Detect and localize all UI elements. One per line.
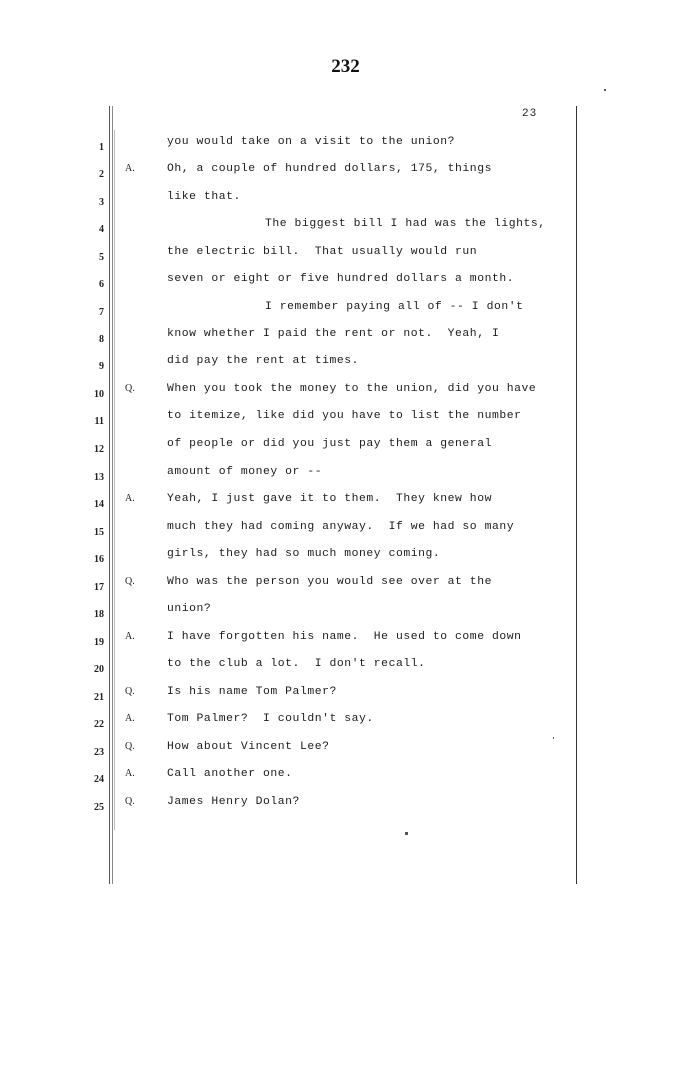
line-number: 10 <box>94 389 104 400</box>
line-number: 7 <box>99 307 104 318</box>
line-text: Who was the person you would see over at the <box>167 576 492 588</box>
line-number: 12 <box>94 444 104 455</box>
transcript-line <box>0 383 691 403</box>
line-text: know whether I paid the rent or not. Yeah, I <box>167 328 500 340</box>
transcript-line <box>0 328 691 348</box>
line-text: much they had coming anyway. If we had so many <box>167 521 515 533</box>
scan-speck <box>553 737 554 739</box>
speaker-label: A. <box>125 163 135 174</box>
line-number: 16 <box>94 554 104 565</box>
line-text: amount of money or -- <box>167 466 323 478</box>
transcript-line <box>0 521 691 541</box>
transcript-line <box>0 576 691 596</box>
line-number: 24 <box>94 774 104 785</box>
line-number: 2 <box>99 169 104 180</box>
line-text: The biggest bill I had was the lights, <box>265 218 546 230</box>
line-number: 25 <box>94 802 104 813</box>
line-text: you would take on a visit to the union? <box>167 136 456 148</box>
transcript-line <box>0 191 691 211</box>
line-number: 23 <box>94 747 104 758</box>
transcript-page-number: 23 <box>522 108 538 120</box>
speaker-label: A. <box>125 713 135 724</box>
transcript-line <box>0 466 691 486</box>
speaker-label: Q. <box>125 796 135 807</box>
line-text: did pay the rent at times. <box>167 355 360 367</box>
line-number: 5 <box>99 252 104 263</box>
line-text: Call another one. <box>167 768 293 780</box>
speaker-label: A. <box>125 631 135 642</box>
line-text: to the club a lot. I don't recall. <box>167 658 426 670</box>
line-text: to itemize, like did you have to list the number <box>167 410 522 422</box>
line-text: girls, they had so much money coming. <box>167 548 441 560</box>
scan-speck <box>405 832 408 835</box>
transcript-line <box>0 136 691 156</box>
speaker-label: Q. <box>125 576 135 587</box>
transcript-line <box>0 410 691 430</box>
line-text: Oh, a couple of hundred dollars, 175, things <box>167 163 492 175</box>
speaker-label: A. <box>125 768 135 779</box>
transcript-line <box>0 658 691 678</box>
transcript-line <box>0 246 691 266</box>
line-text: of people or did you just pay them a general <box>167 438 492 450</box>
line-text: When you took the money to the union, did you have <box>167 383 537 395</box>
line-number: 3 <box>99 197 104 208</box>
speaker-label: Q. <box>125 383 135 394</box>
transcript-line <box>0 438 691 458</box>
line-text: like that. <box>167 191 241 203</box>
line-number: 13 <box>94 472 104 483</box>
line-number: 4 <box>99 224 104 235</box>
line-number: 22 <box>94 719 104 730</box>
transcript-line <box>0 548 691 568</box>
line-text: the electric bill. That usually would run <box>167 246 478 258</box>
line-number: 14 <box>94 499 104 510</box>
line-number: 8 <box>99 334 104 345</box>
line-number: 9 <box>99 361 104 372</box>
transcript-line <box>0 686 691 706</box>
line-number: 20 <box>94 664 104 675</box>
transcript-line <box>0 355 691 375</box>
line-text: How about Vincent Lee? <box>167 741 330 753</box>
scan-speck <box>604 89 606 91</box>
transcript-line <box>0 631 691 651</box>
speaker-label: Q. <box>125 741 135 752</box>
line-number: 15 <box>94 527 104 538</box>
transcript-line <box>0 218 691 238</box>
transcript-line <box>0 796 691 816</box>
line-number: 6 <box>99 279 104 290</box>
line-text: Yeah, I just gave it to them. They knew how <box>167 493 492 505</box>
line-text: James Henry Dolan? <box>167 796 300 808</box>
speaker-label: Q. <box>125 686 135 697</box>
transcript-line <box>0 603 691 623</box>
line-text: union? <box>167 603 212 615</box>
line-number: 18 <box>94 609 104 620</box>
line-text: seven or eight or five hundred dollars a month. <box>167 273 515 285</box>
line-text: I have forgotten his name. He used to come down <box>167 631 522 643</box>
line-number: 21 <box>94 692 104 703</box>
transcript-line <box>0 713 691 733</box>
line-number: 11 <box>94 416 104 427</box>
line-text: Tom Palmer? I couldn't say. <box>167 713 374 725</box>
transcript-line <box>0 493 691 513</box>
speaker-label: A. <box>125 493 135 504</box>
transcript-line <box>0 163 691 183</box>
transcript-line <box>0 768 691 788</box>
line-text: I remember paying all of -- I don't <box>265 301 524 313</box>
transcript-line <box>0 741 691 761</box>
line-text: Is his name Tom Palmer? <box>167 686 337 698</box>
line-number: 19 <box>94 637 104 648</box>
line-number: 17 <box>94 582 104 593</box>
transcript-line <box>0 273 691 293</box>
page-number: 232 <box>331 56 360 77</box>
line-number: 1 <box>99 142 104 153</box>
transcript-line <box>0 301 691 321</box>
